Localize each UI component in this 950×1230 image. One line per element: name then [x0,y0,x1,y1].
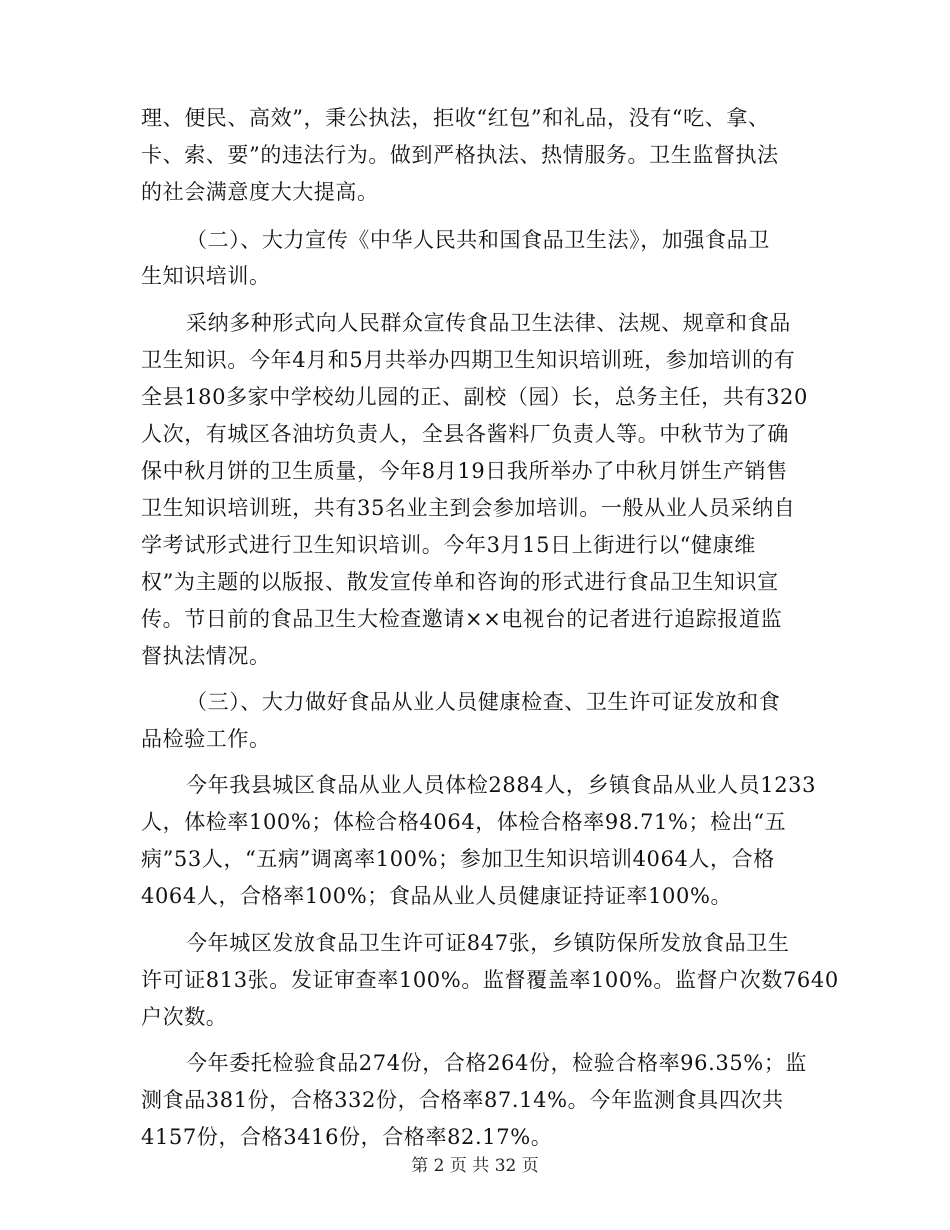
text-line: 卡、索、要”的违法行为。做到严格执法、热情服务。卫生监督执法 [141,143,779,167]
section-heading: （二）、大力宣传《中华人民共和国食品卫生法》，加强食品卫 [186,228,770,252]
text-line: 权”为主题的以版报、散发宣传单和咨询的形式进行食品卫生知识宣 [141,570,779,594]
text-line: 采纳多种形式向人民群众宣传食品卫生法律、法规、规章和食品 [186,311,791,335]
text-line: 人，体检率100%；体检合格4064，体检合格率98.71%；检出“五 [141,810,787,834]
page-footer: 第 2 页 共 32 页 [411,1156,539,1176]
text-line: 保中秋月饼的卫生质量，今年8月19日我所举办了中秋月饼生产销售 [141,459,788,483]
text-line: 理、便民、高效”，秉公执法，拒收“红包”和礼品，没有“吃、拿、 [141,106,770,130]
text-line: 4064人，合格率100%；食品从业人员健康证持证率100%。 [141,884,733,908]
text-line: 全县180多家中学校幼儿园的正、副校（园）长，总务主任，共有320 [141,385,808,409]
text-line: 测食品381份，合格332份，合格率87.14%。今年监测食具四次共 [141,1088,784,1112]
text-line: 的社会满意度大大提高。 [141,180,379,204]
text-line: 人次，有城区各油坊负责人，全县各酱料厂负责人等。中秋节为了确 [141,422,789,446]
text-line: 今年我县城区食品从业人员体检2884人，乡镇食品从业人员1233 [186,773,817,797]
text-line: 学考试形式进行卫生知识培训。今年3月15日上街进行以“健康维 [141,533,756,557]
text-line: 卫生知识培训班，共有35名业主到会参加培训。一般从业人员采纳自 [141,496,796,520]
text-line: 许可证813张。发证审查率100%。监督覆盖率100%。监督户次数7640 [141,968,839,992]
text-line: 督执法情况。 [141,644,271,668]
text-line: 卫生知识。今年4月和5月共举办四期卫生知识培训班，参加培训的有 [141,348,796,372]
text-line: 今年委托检验食品274份，合格264份，检验合格率96.35%；监 [186,1051,808,1075]
section-heading: （三）、大力做好食品从业人员健康检查、卫生许可证发放和食 [186,690,781,714]
text-line: 户次数。 [141,1005,228,1029]
section-heading-cont: 生知识培训。 [141,264,271,288]
section-heading-cont: 品检验工作。 [141,727,271,751]
text-line: 传。节日前的食品卫生大检查邀请××电视台的记者进行追踪报道监 [141,607,783,631]
text-line: 病”53人，“五病”调离率100%；参加卫生知识培训4064人，合格 [141,847,775,871]
text-line: 今年城区发放食品卫生许可证847张，乡镇防保所发放食品卫生 [186,931,790,955]
text-line: 4157份，合格3416份，合格率82.17%。 [141,1125,553,1149]
